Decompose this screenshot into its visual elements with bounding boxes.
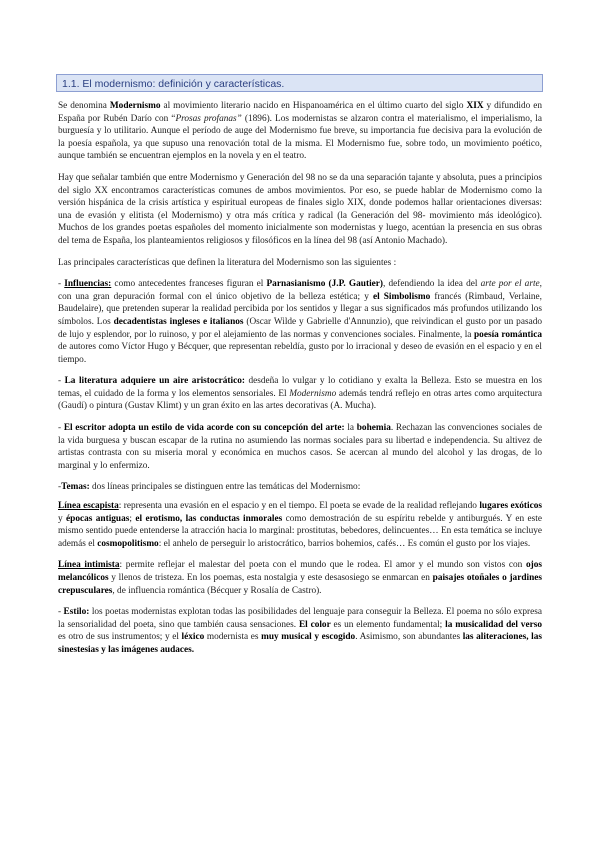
text-run: , de influencia romántica (Bécquer y Rosalía de Castro). [112,585,322,596]
text-run: , defendiendo la idea del [383,279,481,290]
text-run: . Rechazan las convenciones sociales de la vida burguesa y buscan escapar de la rutina no asumiendo las normas sociales para su libertad e independencia. Su altivez de artistas contrasta con su miseria moral y económica en muchos casos. Se acercan al mundo del alcohol y las drogas, de lo marginal y lo enfermizo. [58,423,542,471]
text-run: como demostración de su espíritu rebelde y antiburgués. Y en este mismo sentido puede entenderse la atracción hacia lo marginal: prostitutas, bebedores, delincuentes… En esta temática se incluye además el [58,513,542,549]
paragraph-caracteristicas-intro: Las principales características que definen la literatura del Modernismo son las siguientes : [58,257,397,268]
text-run: : representa una evasión en el espacio y en el tiempo. El poeta se evade de la realidad reflejando [118,501,480,512]
text-run: , con una gran depuración formal con el único objetivo de la belleza estética; y [58,279,542,302]
section-label: Influencias: [64,279,112,290]
text-run: es otro de sus instrumentos; y el [58,632,182,643]
text-run: Se denomina [58,101,110,111]
bold-term: El color [298,619,331,630]
dash: - [58,376,65,387]
paragraph-temas [58,481,542,494]
bold-term: léxico [181,632,205,643]
bold-term: XIX [466,101,484,111]
text-run: y llenos de tristeza. En los poemas, esta nostalgia y este desasosiego se enmarcan en [108,573,433,583]
text-run: modernista es [204,632,262,643]
bold-term: poesía romántica [474,329,542,340]
paragraph-linea-intimista [58,559,542,597]
paragraph-aristocratico [58,375,542,413]
text-run: : el anhelo de perseguir lo aristocrático, barrios bohemios, cafés… Es común el gusto por los viajes. [158,538,531,549]
dash: - [58,482,62,493]
text-run: además tendrá reflejo en otras artes como arquitectura (Gaudí) o pintura (Gustav Klimt) y un gran éxito en las artes decorativas (A. Mucha). [58,388,543,412]
bold-term: decadentistas ingleses e italianos [113,316,244,327]
text-run: francés (Rimbaud, Verlaine, Baudelaire), que pretenden superar la realidad percibida por los sentidos y llegar a sus significados más profundos utilizando los símbolos. Los [58,291,543,327]
text-run: : permite reflejar el malestar del poeta con el mundo que le rodea. El amor y el mundo son vistos con [119,560,526,571]
bold-term: ojos melancólicos [58,560,542,583]
italic-term: Modernismo [289,388,337,399]
bold-term: el Simbolismo [372,291,431,302]
text-run: dos líneas principales se distinguen entre las temáticas del Modernismo: [89,482,361,493]
dash: - [58,279,65,290]
bold-term: lugares exóticos [479,501,542,512]
section-label: La literatura adquiere un aire aristocrático: [64,376,245,387]
italic-term: arte por el arte [480,279,540,290]
section-label: Temas: [61,482,90,493]
text-run: desdeña lo vulgar y lo cotidiano y exalta la Belleza. Esto se muestra en los temas, el cuidado de la forma y los elementos sensoriales. El [58,376,542,399]
text-run: como antecedentes franceses figuran el [111,279,267,290]
text-run: los poetas modernistas explotan todas las posibilidades del lenguaje para conseguir la Belleza. El poema no sólo expresa la sensorialidad del poeta, sino que también causa sensaciones. [58,607,543,630]
paragraph-bohemia [58,422,542,472]
bold-term: épocas antiguas [66,513,130,524]
paragraph-intro [58,100,542,163]
text-run: (Oscar Wilde y Gabrielle d'Annunzio), que reivindican el gusto por un pasado de lujo y esplendor, por lo ruinoso, y por el alejamiento de las normas y convenciones sociales. Finalmente, la [58,316,542,340]
text-run: ; [129,513,136,524]
bold-term: bohemia [356,423,391,434]
text-run: (1896). Los modernistas se alzaron contra el materialismo, el imperialismo, la burguesía y lo utilitario. Aunque el período de auge del Modernismo fue breve, su importancia fue decisiva para la evolución de la poesía española, ya que supuso una renovación total de la misma. El Modernismo fue, sobre todo, un movimiento poético, aunque también se encuentran ejemplos en la novela y en el teatro. [58,113,542,162]
paragraph-influencias [58,278,542,366]
dash: - [58,423,64,434]
italic-title: Prosas profanas” [175,113,242,124]
text-run: y difundido en España por Rubén Darío con “ [58,101,542,124]
section-label: Estilo: [63,607,90,618]
bold-term: el erotismo, las conductas inmorales [135,513,283,524]
text-run: . Asimismo, son abundantes [355,632,463,643]
section-heading: 1.1. El modernismo: definición y características. [56,74,543,92]
section-label: Línea escapista [58,501,119,512]
text-run: al movimiento literario nacido en Hispanoamérica en el último cuarto del siglo [160,101,467,111]
bold-term: las aliteraciones, las sinestesias y las imágenes audaces. [58,632,542,655]
text-run: es un elemento fundamental; [330,619,446,630]
section-label: Línea intimista [58,560,120,571]
bold-term: cosmopolitismo [97,538,159,549]
text-run: de autores como Víctor Hugo y Bécquer, que representan rebeldía, gusto por lo irracional y deseo de evasión en el espacio y en el tiempo. [58,342,542,365]
section-label: El escritor adopta un estilo de vida acorde con su concepción del arte: [63,423,345,434]
bold-term: Modernismo [109,101,161,111]
text-run: la [344,423,357,434]
bold-term: Parnasianismo (J.P. Gautier) [266,279,383,290]
bold-term: paisajes otoñales o jardines crepusculares [58,573,542,596]
document-body [58,100,542,666]
dash: - [58,607,64,618]
paragraph-linea-escapista [58,500,542,550]
bold-term: la musicalidad del verso [445,619,542,630]
text-run: y [58,513,67,524]
paragraph-generacion-98: Hay que señalar también que entre Modernismo y Generación del 98 no se da una separación tajante y absoluta, pues a principios del siglo XX encontramos características comunes de ambos movimientos. Por eso, se puede hablar de Modernismo como la versión hispánica de la crisis artística y espiritual europeas de finales siglo XIX, donde podemos hallar orientaciones diversas: una de evasión y elitista (el Modernismo) y otra más crítica y radical (la Generación del 98- movimiento más ideológico). Muchos de los grandes poetas españoles del momento inicialmente son modernistas y luego, acentúan la presencia en sus obras del tema de España, los planteamientos religiosos y filosóficos en la línea del 98 (así Antonio Machado). [58,172,542,246]
bold-term: muy musical y escogido [261,632,356,643]
paragraph-estilo [58,606,542,656]
